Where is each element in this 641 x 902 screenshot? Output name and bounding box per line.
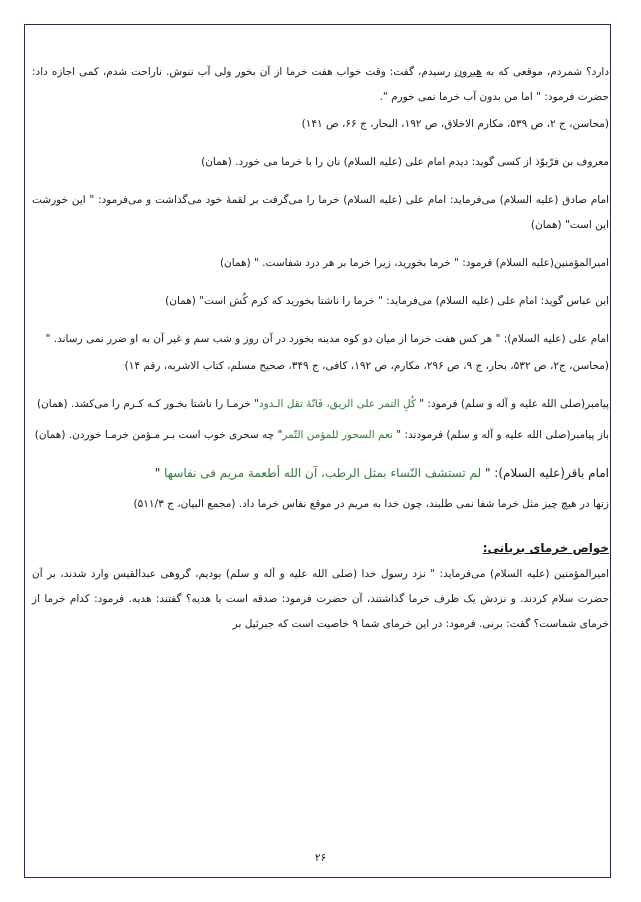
text: " [154, 466, 165, 480]
page-content [32, 60, 609, 862]
paragraph-10: زنها در هیچ چیز مثل خرما شفا نمی طلبند، چون خدا به مریم در موقع نفاس خرما داد. (مجمع البیان، ج ۵۱۱/۳) [133, 498, 609, 510]
arabic-quote: کُلِ التمر علی الریق، فَانّهٔ تقل الـدود [258, 398, 416, 410]
paragraph-9 [32, 461, 609, 486]
text: " چه سحری خوب است بـر مـؤمن خرمـا خوردن. (همان) [34, 429, 283, 441]
page-number: ۲۶ [314, 852, 327, 864]
underlined-word: هیرون [454, 66, 482, 78]
paragraph-3: امام صادق (علیه السلام) می‌فرماید: امام علی (علیه السلام) خرما را می‌گرفت بر لقمهٔ خود می‌گذاشت و می‌فرمود: " این خورشت این است" (همان) [32, 194, 609, 231]
paragraph-5: ابن عباس گوید: امام علی (علیه السلام) می‌فرماید: " خرما را ناشتا بخورید که کرم کُش است" (همان) [165, 295, 609, 307]
text: " خرمـا را ناشتا بخـور کـه کـرم را می‌کشد. (همان) [36, 398, 259, 410]
paragraph-8 [32, 423, 609, 448]
text: باز پیامبر(صلی الله علیه و آله و سلم) فرمودند: " [392, 429, 609, 441]
paragraph-4: امیرالمؤمنین(علیه السلام) فرمود: " خرما بخورید، زیرا خرما بر هر درد شفاست. " (همان) [219, 257, 609, 269]
paragraph-1-reference: (محاسن، ج ۲، ص ۵۳۹، مکارم الاخلاق، ص ۱۹۲، البحار، ج ۶۶، ص ۱۴۱) [301, 118, 609, 130]
text: پیامبر(صلی الله علیه و آله و سلم) فرمود: " [415, 398, 609, 410]
text: رسیدم، گفت: وقت خواب هفت خرما از آن بخور ولی آب ننوش. ناراحت شدم، کمی اجازه داد: حضرت فرمود: " اما من بدون آب خرما نمی خورم ". [32, 66, 609, 103]
text: دارد؟ شمردم، موقعی که به [481, 66, 609, 78]
paragraph-2: معروف بن فرّبوّذ از کسی گوید: دیدم امام علی (علیه السلام) نان را با خرما می خورد. (همان) [201, 156, 609, 168]
paragraph-7 [32, 392, 609, 417]
arabic-quote: نعم السحور للمؤمن التّمر [282, 429, 393, 441]
section-heading: خواص خرمای بریانی: [482, 541, 609, 555]
arabic-quote: لم تستشف النّساء بمثل الرطب، آن الله أطعمة مریم فی نفاسها [164, 466, 482, 480]
paragraph-11: امیرالمؤمنین (علیه السلام) می‌فرماید: " نزد رسول خدا (صلی الله علیه و آله و سلم) بودیم، گروهی عبدالقیس وارد شدند، بر آن حضرت سلام کردند. و نزدش یک ظرف خرما گذاشتند، آن حضرت فرمود: صدقه است یا هدیه؟ گفتند: هدیه. فرمود: کدام خرما از خرمای شماست؟ گفت: برنی. فرمود: در این خرمای شما ۹ خاصیت است که جبرئیل بر [32, 568, 609, 630]
text: امام باقر(علیه السلام): " [481, 466, 609, 480]
paragraph-1 [32, 60, 609, 110]
paragraph-6-reference: (محاسن، ج۲، ص ۵۳۲، بحار، ج ۹، ص ۲۹۶، مکارم، ص ۱۹۲، کافی، ج ۳۴۹، صحیح مسلم، کتاب الاشربه، رقم ۱۴) [124, 360, 609, 372]
paragraph-6: امام علی (علیه السلام): " هر کس هفت خرما از میان دو کوه مدینه بخورد در آن روز و شب سم و غیر آن به او ضرر نمی رساند. " [45, 333, 609, 345]
